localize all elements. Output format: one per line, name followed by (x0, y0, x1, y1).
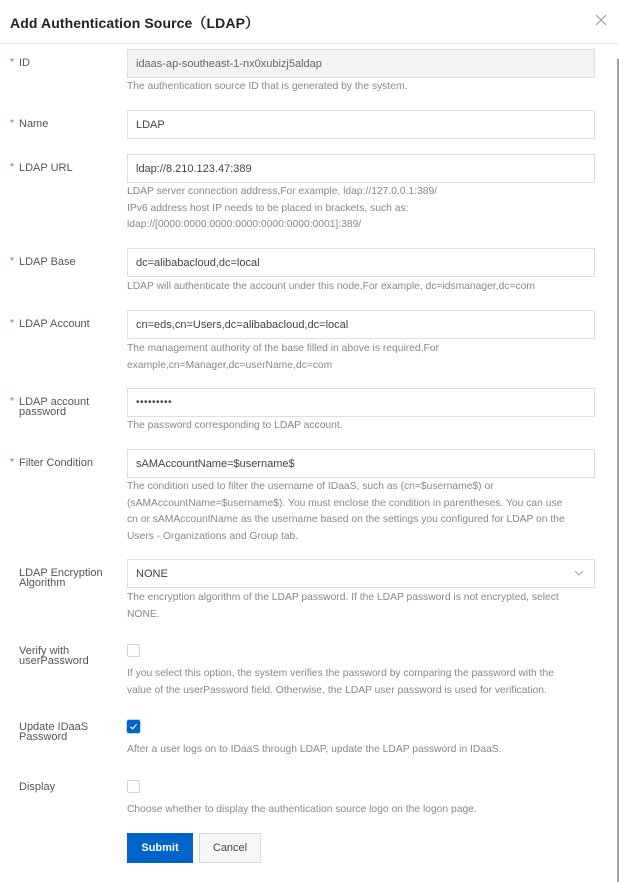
id-help: The authentication source ID that is generated by the system. (127, 81, 408, 92)
encryption-select[interactable] (127, 559, 595, 588)
dialog-title: Add Authentication Source（LDAP） (10, 15, 260, 31)
filter-condition-label (10, 457, 119, 469)
ldap-url-help (127, 184, 597, 234)
help-line: LDAP server connection address,For example, ldap://127.0.0.1:389/ (127, 186, 438, 197)
ldap-base-help: LDAP will authenticate the account under this node,For example, dc=idsmanager,dc=com (127, 281, 535, 292)
ldap-url-label-text: LDAP URL (19, 162, 73, 174)
ldap-account-value: cn=eds,cn=Users,dc=alibabacloud,dc=local (136, 318, 349, 331)
name-label-text: Name (19, 118, 49, 130)
name-value: LDAP (136, 118, 165, 131)
help-line: The management authority of the base filled in above is required,For (127, 343, 439, 354)
ldap-base-label-text: LDAP Base (19, 256, 76, 268)
help-line: ldap://[0000:0000:0000:0000:0000:0000:0001]:389/ (127, 219, 362, 231)
verify-user-password-checkbox[interactable] (127, 644, 140, 657)
required-mark: * (10, 256, 14, 267)
encryption-label (19, 568, 119, 588)
verify-user-password-help (127, 666, 597, 699)
help-line: NONE. (127, 608, 160, 620)
ldap-password-label (10, 396, 119, 418)
label-line: userPassword (19, 655, 89, 667)
label-line: Update IDaaS (19, 721, 89, 733)
ldap-url-input[interactable] (127, 154, 595, 183)
update-idaas-password-label (19, 722, 119, 742)
required-mark: * (10, 57, 14, 68)
verify-user-password-label (19, 646, 119, 666)
checkmark-icon (128, 721, 139, 732)
id-label (10, 57, 119, 69)
label-line: LDAP Encryption (19, 567, 103, 579)
encryption-selected-value: NONE (136, 567, 168, 580)
display-label: Display (19, 781, 56, 793)
chevron-down-icon (574, 569, 584, 577)
id-field (127, 49, 595, 78)
update-idaas-password-help: After a user logs on to IDaaS through LDAP, update the LDAP password in IDaaS. (127, 744, 502, 755)
filter-condition-value: sAMAccountName=$username$ (136, 457, 295, 470)
ldap-password-help: The password corresponding to LDAP account. (127, 420, 343, 431)
cancel-button[interactable]: Cancel (199, 833, 261, 863)
label-line: password (19, 406, 67, 418)
name-label (10, 118, 119, 130)
update-idaas-password-checkbox[interactable] (127, 720, 140, 733)
dialog-header (0, 0, 619, 44)
help-line: cn or sAMAccountName as the username based on the settings you configured for LDAP on the (127, 514, 565, 526)
filter-condition-help (127, 479, 597, 545)
ldap-base-value: dc=alibabacloud,dc=local (136, 256, 260, 269)
ldap-account-help (127, 341, 597, 374)
close-button[interactable] (593, 12, 609, 28)
help-line: (sAMAccountName=$username$). You must enclose the condition in parentheses. You can use (127, 497, 563, 509)
required-mark: * (10, 318, 14, 329)
ldap-account-input[interactable] (127, 310, 595, 339)
required-mark: * (10, 118, 14, 129)
id-value: idaas-ap-southeast-1-nx0xubizj5aldap (136, 57, 322, 70)
name-input[interactable] (127, 110, 595, 139)
filter-condition-label-text: Filter Condition (19, 457, 93, 469)
label-line: Algorithm (19, 577, 66, 589)
ldap-password-input[interactable] (127, 388, 595, 417)
required-mark: * (10, 162, 14, 173)
close-icon (593, 12, 609, 28)
filter-condition-input[interactable] (127, 449, 595, 478)
label-line: LDAP account (19, 396, 90, 408)
display-checkbox[interactable] (127, 780, 140, 793)
help-line: Users - Organizations and Group tab. (127, 530, 299, 542)
encryption-help (127, 590, 597, 623)
required-mark: * (10, 457, 14, 468)
help-line: value of the userPassword field. Otherwise, the LDAP user password is used for verification. (127, 684, 547, 696)
ldap-password-value: ••••••••• (136, 397, 173, 408)
label-line: Password (19, 731, 68, 743)
help-line: The condition used to filter the username of IDaaS, such as (cn=$username$) or (127, 481, 494, 492)
id-label-text: ID (19, 57, 30, 69)
label-line: Verify with (19, 645, 70, 657)
ldap-url-value: ldap://8.210.123.47:389 (136, 162, 252, 175)
help-line: example,cn=Manager,dc=userName,dc=com (127, 359, 333, 371)
ldap-base-label (10, 256, 119, 268)
help-line: The encryption algorithm of the LDAP password. If the LDAP password is not encrypted, select (127, 592, 559, 603)
required-mark: * (10, 396, 14, 407)
ldap-url-label (10, 162, 119, 174)
submit-button[interactable]: Submit (127, 833, 193, 863)
help-line: IPv6 address host IP needs to be placed in brackets, such as: (127, 202, 409, 214)
display-help: Choose whether to display the authentication source logo on the logon page. (127, 804, 477, 815)
ldap-base-input[interactable] (127, 248, 595, 277)
help-line: If you select this option, the system verifies the password by comparing the password with the (127, 668, 554, 679)
ldap-account-label-text: LDAP Account (19, 318, 90, 330)
ldap-account-label (10, 318, 119, 330)
